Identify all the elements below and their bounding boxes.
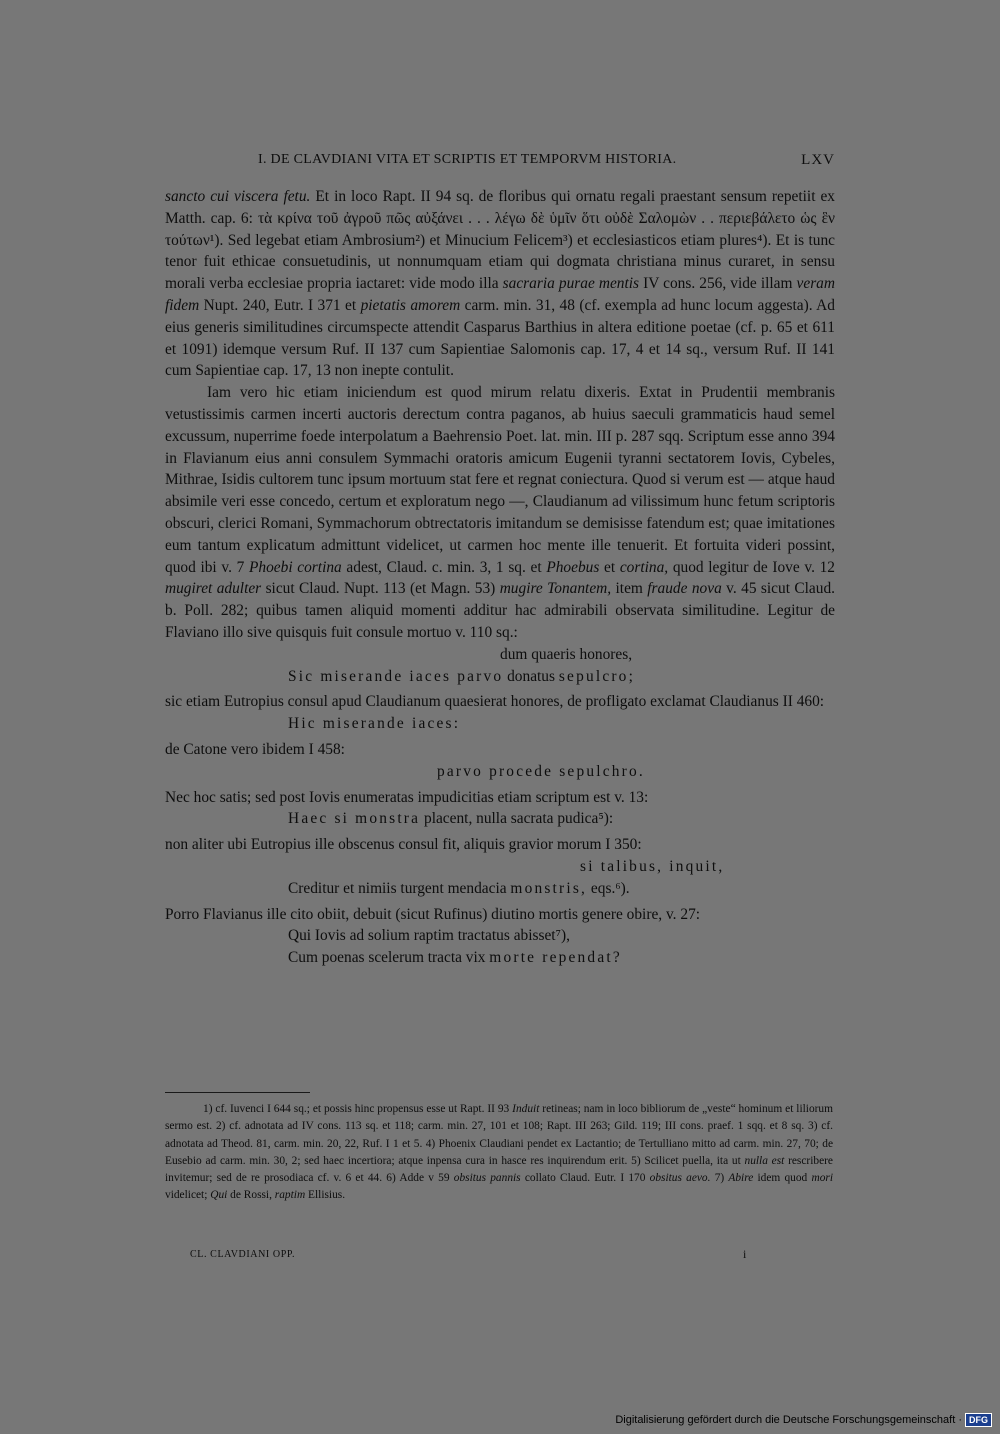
paragraph-6: non aliter ubi Eutropius ille obscenus consul fit, aliquis gravior morum I 350: [165,836,642,854]
text-span: Phoebus [546,558,600,576]
text-span: carm. min. 31, 48 (cf. exempla ad hunc locum aggesta). Ad eius generis similitudines circumspecte attendit Casparus Barthius in altera editione poetae (cf. p. 65 et 611 et 1091) idemque versum Ruf. II 137 cum Sapientiae Salomonis cap. 17, 4 et 14 sq., versum Ruf. II 141 cum Sapientiae cap. 17, 13 non inepte contulit. [165,296,835,380]
text-span: 7) [710,1172,729,1185]
text-span: Iam vero hic etiam iniciendum est quod mirum relatu dixeris. Extat in Prudentii membranis vetustissimis carmen incerti auctoris derectum contra paganos, ab huius saeculi grammaticis haud semel excussum, nuperrime foede interpolatum a Baehrensio Poet. lat. min. III p. 287 sqq. Scriptum esse anno 394 in Flavianum eius anni consulem Symmachi oratoris amicum Eugenii tyranni sectatorem Iovis, Cybeles, Mithrae, Isidis cultorem tunc ipsum mortuum stat fere et regnat coniectura. Quod si verum est — atque haud absimile veri esse concedo, certum et exploratum nego —, Claudianum ad vilissimum hunc fetum scriptoris obscuri, clerici Romani, Symmachorum obtrectatoris imitandum se demisisse fatendum est; quae imitationes eum tantum explicatum admittunt videlicet, ut carmen hoc mente ille tenuerit. Et fortuita videri possint, quod ibi v. 7 [165,384,835,576]
text-span: rescribere invitemur; sed de re prosodiaca cf. v. 6 et 44. 6) Adde v 59 [165,1154,833,1185]
verse-line: si talibus, inquit, [580,857,725,875]
funding-credit [615,1413,992,1427]
sheet-mark: i [743,1247,747,1261]
text-span: v. 45 sicut Claud. b. Poll. 282; quibus tamen aliquid momenti additur hac admirabili observata similitudine. Legitur de Flaviano illo sive quisquis fuit consule mortuo v. 110 sq.: [165,580,835,641]
text-span: monstris, [510,879,588,897]
verse-line: dum quaeris honores, [500,645,633,663]
text-span: IV cons. 256, vide illam [639,275,797,293]
text-span: Phoebi cortina [249,558,342,576]
text-span: Cum poenas scelerum tracta vix [288,949,490,967]
verse-line [165,878,835,900]
verse-line [165,666,835,688]
text-span: morte rependat? [489,949,622,967]
verse-line [165,713,835,735]
text-span: Nupt. 240, Eutr. I 371 et [199,296,361,314]
main-text [165,186,835,969]
text-span: Ellisius. [305,1189,346,1202]
text-span: Et in loco Rapt. II 94 sq. de floribus qui ornatu regali praestant sensum repetiit ex Matth. cap. 6: τὰ κρίνα τοῦ ἀγροῦ πῶς αὐξάνει . . . λέγω δὲ ὑμῖν ὅτι οὐδὲ Σαλομὼν . . περιεβάλετο ὡς ἓν τούτων¹). Sed legebat etiam Ambrosium²) et Minucium Felicem³) et ecclesiasticos etiam plures⁴). Et is tunc tenor fuit ethicae consuetudinis, ut nonnumquam etiam qui dogmata christiana minus curaret, in sensu morali verba ecclesiae propria iactaret: vide modo illa [165,188,836,293]
text-span: mugiret adulter [165,580,262,598]
footnote-rule [165,1092,310,1093]
text-span: Creditur et nimiis turgent mendacia [288,879,511,897]
text-span: obsitus pannis [453,1172,521,1185]
verse-line: Qui Iovis ad solium raptim tractatus abisset⁷), [288,927,570,945]
text-span: sancto cui viscera fetu. [165,188,311,205]
text-span: Qui [210,1189,228,1202]
text-span: eqs.⁶). [587,879,630,897]
running-title: I. DE CLAVDIANI VITA ET SCRIPTIS ET TEMPORVM HISTORIA. [258,152,677,167]
text-span: pietatis amorem [360,296,461,314]
text-span: mugire Tonantem, [499,580,612,598]
paragraph-7: Porro Flavianus ille cito obiit, debuit (sicut Rufinus) diutino mortis genere obire, v. 27: [165,905,701,923]
text-span: cortina, [619,558,669,576]
text-span: fraude nova [647,580,722,598]
verse-line [165,947,835,969]
text-span: idem quod [753,1172,812,1185]
verse-line [165,808,835,830]
footnotes [165,1101,833,1205]
page-number: LXV [801,152,835,168]
text-span: Haec si monstra [288,810,421,828]
text-span: Induit [512,1103,540,1115]
text-span: placent, nulla sacrata pudica⁵): [420,810,614,828]
text-span: mori [811,1172,833,1185]
text-span: sacraria purae mentis [502,275,640,293]
text-span: collato Claud. Eutr. I 170 [520,1172,650,1185]
footnote-text [165,1101,833,1205]
text-span: videlicet; [165,1189,211,1202]
paragraph-2 [165,382,835,644]
paragraph-4: de Catone vero ibidem I 458: [165,740,345,758]
verse-line: parvo procede sepulchro. [437,762,645,780]
text-span: sicut Claud. Nupt. 113 (et Magn. 53) [261,580,500,598]
text-span: item [611,580,648,598]
text-span: sepulcro; [558,667,636,685]
text-span: Hic miserande iaces: [288,715,461,733]
paragraph-1 [165,186,835,382]
text-span: obsitus aevo. [649,1172,711,1185]
paragraph-5: Nec hoc satis; sed post Iovis enumeratas impudicitias etiam scriptum est v. 13: [165,788,649,806]
dfg-logo-icon: DFG [965,1413,992,1427]
text-span: et [599,558,620,576]
text-span: retineas; nam in loco bibliorum de „veste“ hominum et liliorum sermo est. 2) cf. adnotata ad IV cons. 113 sq. et 118; carm. min. 27, 101 et 108; Rapt. III 263; Gild. 119; III cons. praef. 1 sqq. et 8 sq. 3) cf. adnotata ad Theod. 81, carm. min. 20, 22, Ruf. I 1 et 5. 4) Phoenix Claudiani pendet ex Lactantio; de Tertulliano mitto ad carm. min. 27, 70; de Eusebio ad carm. min. 30, 2; sed haec incertiora; atque inpensa cura in hasce res inquirendum erit. 5) Scilicet puella, ita ut [165,1103,833,1167]
text-span: de Rossi, [227,1189,275,1202]
text-span: 1) cf. Iuvenci I 644 sq.; et possis hinc propensus esse ut Rapt. II 93 [203,1103,513,1115]
text-span: veram fidem [165,275,835,314]
text-span: quod legitur de Iove v. 12 [668,558,835,576]
text-span: Sic miserande iaces parvo [288,667,504,685]
text-span: Abire [728,1172,754,1185]
credit-text: Digitalisierung gefördert durch die Deutsche Forschungsgemeinschaft · [615,1414,962,1426]
signature-mark: CL. CLAVDIANI OPP. [190,1249,296,1260]
text-span: donatus [503,667,559,685]
text-span: nulla est [744,1154,785,1167]
paragraph-3: sic etiam Eutropius consul apud Claudianum quaesierat honores, de profligato exclamat Claudianus II 460: [165,693,825,711]
text-span: adest, Claud. c. min. 3, 1 sq. et [341,558,547,576]
text-span: raptim [274,1189,306,1202]
